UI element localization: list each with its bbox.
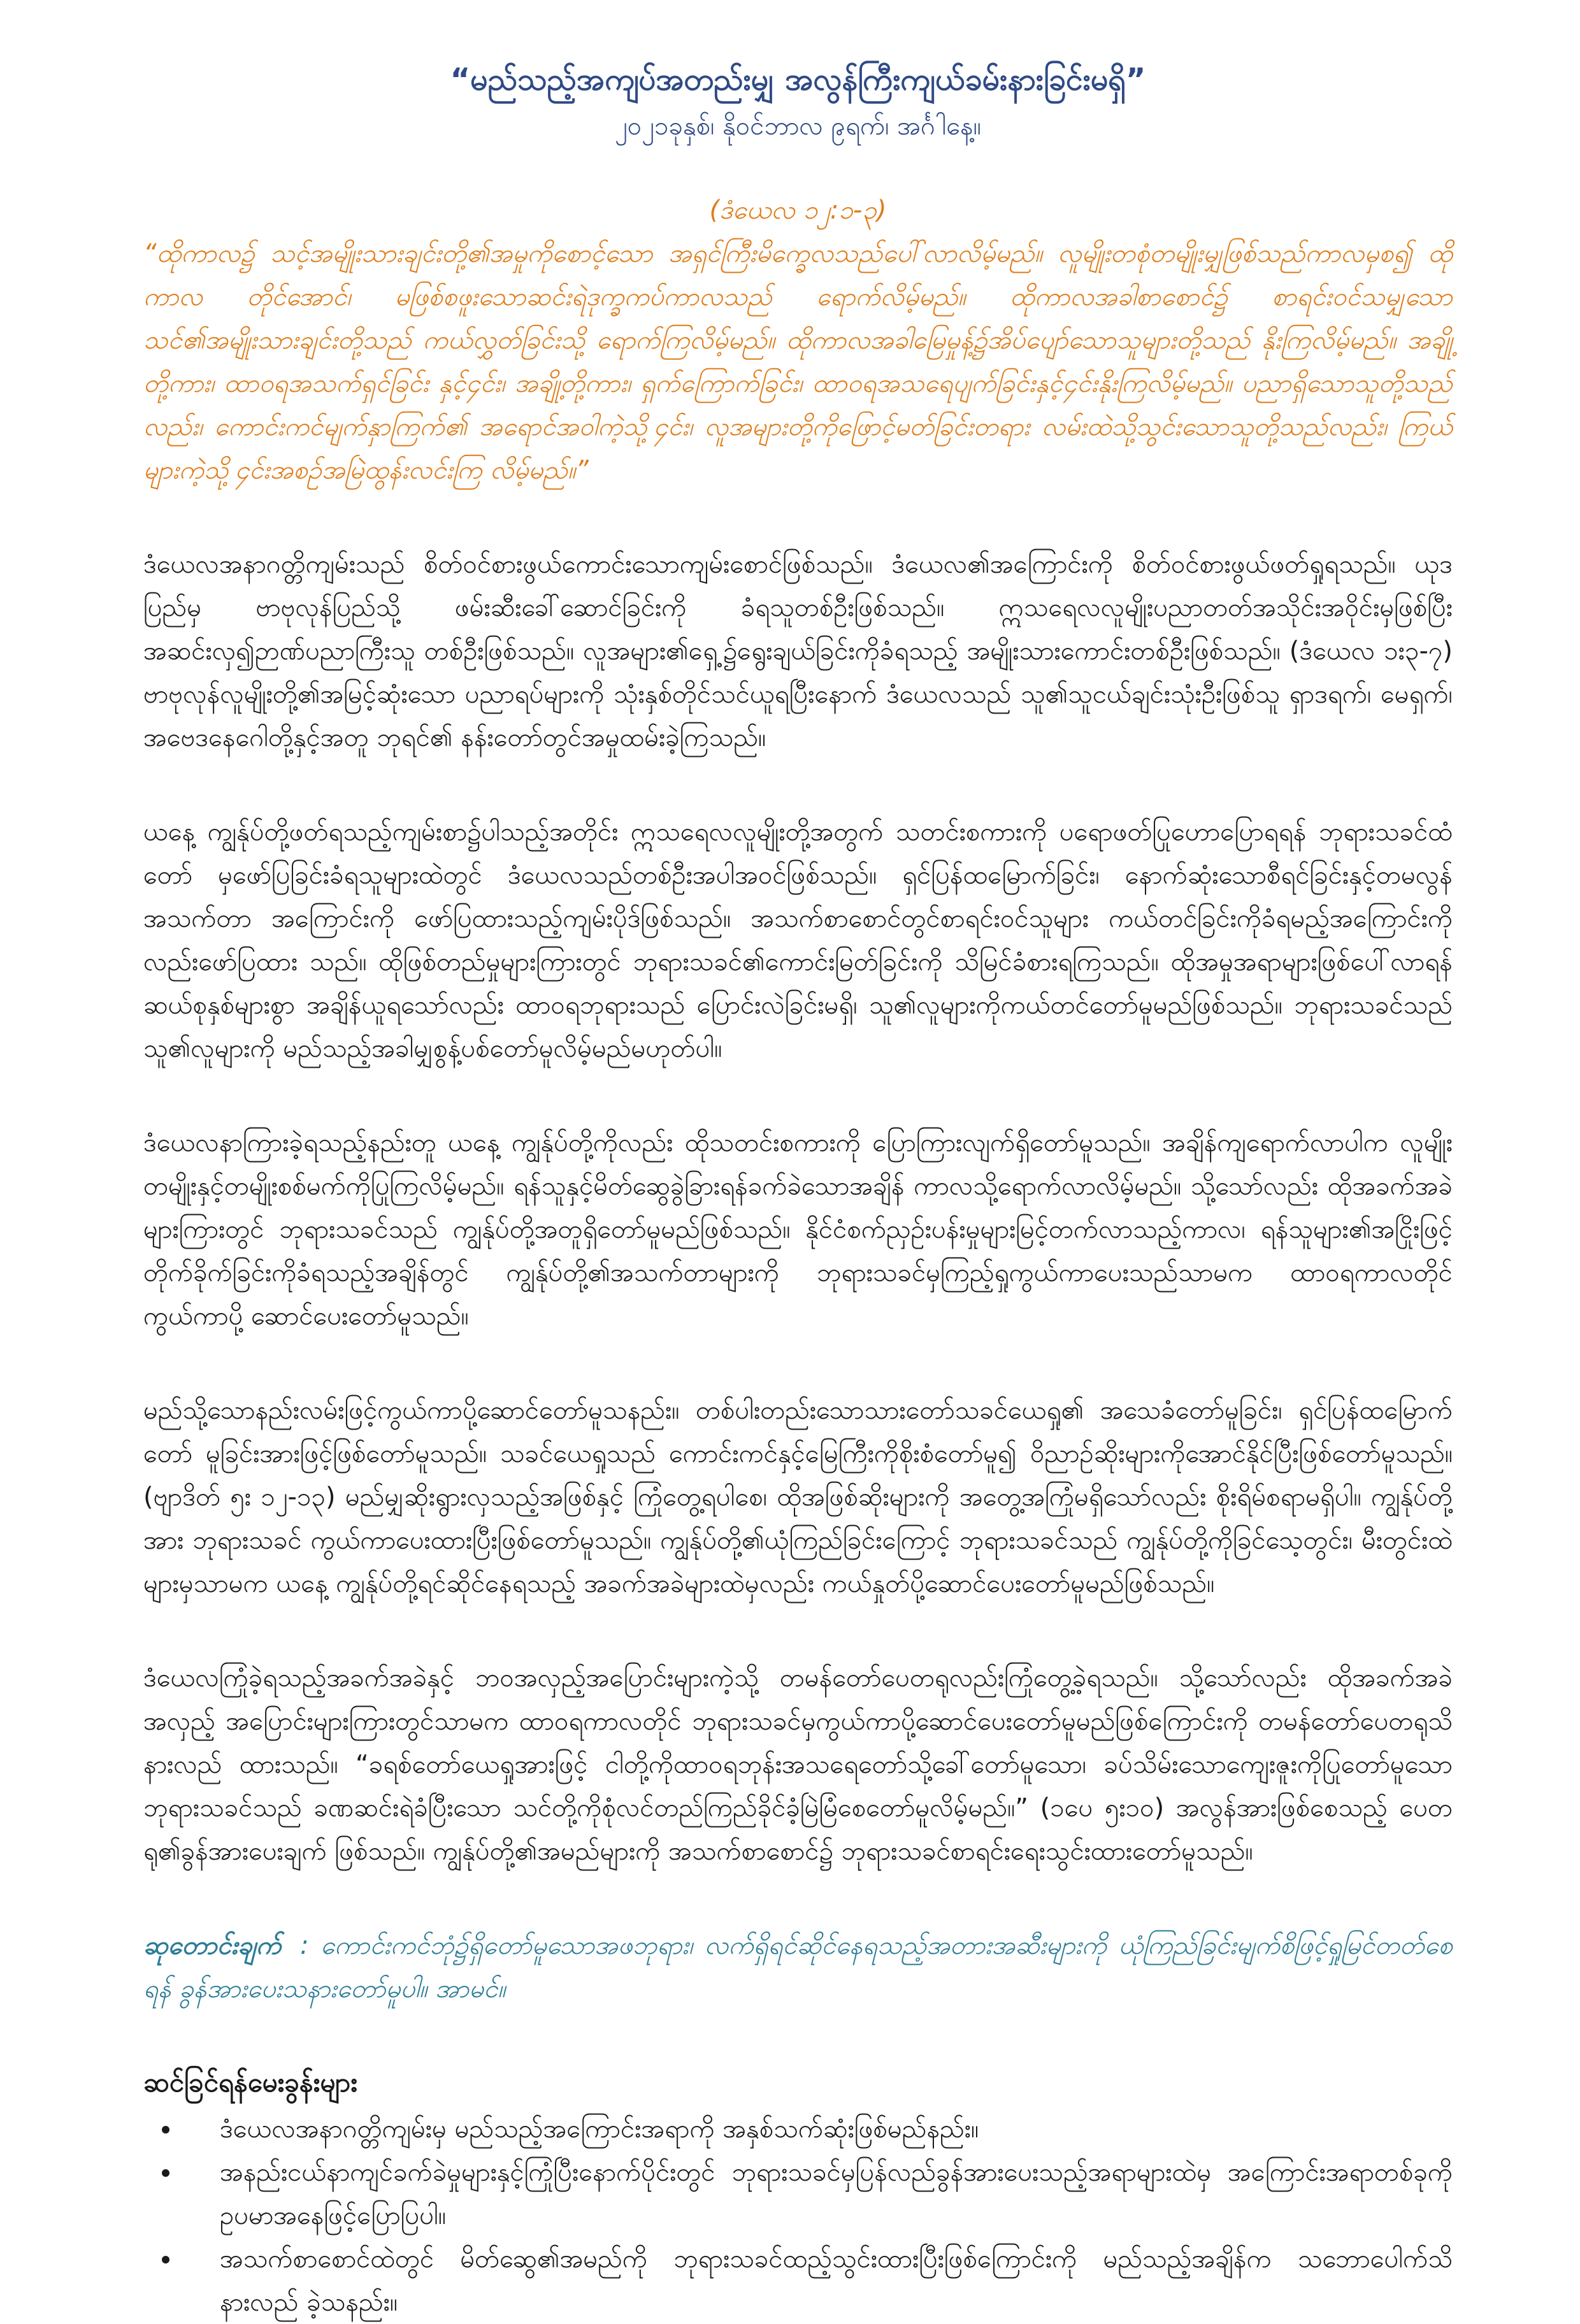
paragraph-3: ဒံယေလနာကြားခဲ့ရသည့်နည်းတူ ယနေ့ ကျွန်ုပ်တို့ကိုလည်း ထိုသတင်းစကားကို ပြောကြားလျက်ရှိတော်မူသည်။ အချိန်ကျရောက်လာပါက လူမျိုး တမျိုးနှင့်တမျိုးစစ်မက်ကိုပြုကြလိမ့်မည်။ ရန်သူနှင့်မိတ်ဆွေခွဲခြားရန်ခက်ခဲသောအချိန် ကာလသို့ရောက်လာလိမ့်မည်။ သို့သော်လည်း ထိုအခက်အခဲ များကြားတွင် ဘုရားသခင်သည် ကျွန်ုပ်တို့အတူရှိတော်မူမည်ဖြစ်သည်။ နိုင်ငံစက်ညှဉ်းပန်းမှုများမြင့်တက်လာသည့်ကာလ၊ ရန်သူများ၏အငြိုးဖြင့် တိုက်ခိုက်ခြင်းကိုခံရသည့်အချိန်တွင် ကျွန်ုပ်တို့၏အသက်တာများကို ဘုရားသခင်မှကြည့်ရှုကွယ်ကာပေးသည်သာမက ထာဝရကာလတိုင် ကွယ်ကာပို့ ဆောင်ပေးတော်မူသည်။: [143, 1128, 1453, 1331]
paragraph-2: ယနေ့ ကျွန်ုပ်တို့ဖတ်ရသည့်ကျမ်းစာ၌ပါသည့်အတိုင်း ဣသရေလလူမျိုးတို့အတွက် သတင်းစကားကို ပရောဖတ်ပြုဟောပြောရရန် ဘုရားသခင်ထံတော် မှဖော်ပြခြင်းခံရသူများထဲတွင် ဒံယေလသည်တစ်ဦးအပါအဝင်ဖြစ်သည်။ ရှင်ပြန်ထမြောက်ခြင်း၊ နောက်ဆုံးသောစီရင်ခြင်းနှင့်တမလွန်အသက်တာ အကြောင်းကို ဖော်ပြထားသည့်ကျမ်းပိုဒ်ဖြစ်သည်။ အသက်စာစောင်တွင်စာရင်းဝင်သူများ ကယ်တင်ခြင်းကိုခံရမည့်အကြောင်းကိုလည်းဖော်ပြထား သည်။ ထိုဖြစ်တည်မှုများကြားတွင် ဘုရားသခင်၏ကောင်းမြတ်ခြင်းကို သိမြင်ခံစားရကြသည်။ ထိုအမှုအရာများဖြစ်ပေါ်လာရန် ဆယ်စုနှစ်များစွာ အချိန်ယူရသော်လည်း ထာဝရဘုရားသည် ပြောင်းလဲခြင်းမရှိ၊ သူ၏လူများကိုကယ်တင်တော်မူမည်ဖြစ်သည်။ ဘုရားသခင်သည် သူ၏လူများကို မည်သည့်အခါမျှစွန့်ပစ်တော်မူလိမ့်မည်မဟုတ်ပါ။: [143, 817, 1453, 1063]
date-line: ၂၀၂၁ခုနှစ်၊ နိုဝင်ဘာလ ၉ရက်၊ အင်္ဂါနေ့။: [615, 111, 981, 141]
paragraph-4: မည်သို့သောနည်းလမ်းဖြင့်ကွယ်ကာပို့ဆောင်တော်မူသနည်း။ တစ်ပါးတည်းသောသားတော်သခင်ယေရှု၏ အသေခံတော်မူခြင်း၊ ရှင်ပြန်ထမြောက်တော် မူခြင်းအားဖြင့်ဖြစ်တော်မူသည်။ သခင်ယေရှုသည် ကောင်းကင်နှင့်မြေကြီးကိုစိုးစံတော်မူ၍ ဝိညာဉ်ဆိုးများကိုအောင်နိုင်ပြီးဖြစ်တော်မူသည်။ (ဗျာဒိတ် ၅း ၁၂-၁၃) မည်မျှဆိုးရွားလှသည့်အဖြစ်နှင့် ကြုံတွေ့ရပါစေ၊ ထိုအဖြစ်ဆိုးများကို အတွေ့အကြုံမရှိသော်လည်း စိုးရိမ်စရာမရှိပါ။ ကျွန်ုပ်တို့အား ဘုရားသခင် ကွယ်ကာပေးထားပြီးဖြစ်တော်မူသည်။ ကျွန်ုပ်တို့၏ယုံကြည်ခြင်းကြောင့် ဘုရားသခင်သည် ကျွန်ုပ်တို့ကိုခြင်သေ့တွင်း၊ မီးတွင်းထဲများမှသာမက ယနေ့ ကျွန်ုပ်တို့ရင်ဆိုင်နေရသည့် အခက်အခဲများထဲမှလည်း ကယ်နှုတ်ပို့ဆောင်ပေးတော်မူမည်ဖြစ်သည်။: [143, 1396, 1453, 1598]
questions-list: [143, 2107, 1453, 2324]
list-item: • ဒံယေလအနာဂတ္တိကျမ်းမှ မည်သည့်အကြောင်းအရာကို အနှစ်သက်ဆုံးဖြစ်မည်နည်း။: [182, 2107, 1453, 2151]
list-item: • အသက်စာစောင်ထဲတွင် မိတ်ဆွေ၏အမည်ကို ဘုရားသခင်ထည့်သွင်းထားပြီးဖြစ်ကြောင်းကို မည်သည့်အချိန်က သဘောပေါက်သိနားလည် ခဲ့သနည်း။: [182, 2237, 1453, 2324]
paragraph-1: ဒံယေလအနာဂတ္တိကျမ်းသည် စိတ်ဝင်စားဖွယ်ကောင်းသောကျမ်းစောင်ဖြစ်သည်။ ဒံယေလ၏အကြောင်းကို စိတ်ဝင်စားဖွယ်ဖတ်ရှုရသည်။ ယုဒပြည်မှ ဗာဗုလုန်ပြည်သို့ ဖမ်းဆီးခေါ်ဆောင်ခြင်းကို ခံရသူတစ်ဦးဖြစ်သည်။ ဣသရေလလူမျိုးပညာတတ်အသိုင်းအဝိုင်းမှဖြစ်ပြီး အဆင်းလှ၍ဉာဏ်ပညာကြီးသူ တစ်ဦးဖြစ်သည်။ လူအများ၏ရှေ့၌ရွေးချယ်ခြင်းကိုခံရသည့် အမျိုးသားကောင်းတစ်ဦးဖြစ်သည်။ (ဒံယေလ ၁း၃-၇) ဗာဗုလုန်လူမျိုးတို့၏အမြင့်ဆုံးသော ပညာရပ်များကို သုံးနှစ်တိုင်သင်ယူရပြီးနောက် ဒံယေလသည် သူ၏သူငယ်ချင်းသုံးဦးဖြစ်သူ ရှာဒရက်၊ မေရှက်၊ အဗေဒနေဂေါတို့နှင့်အတူ ဘုရင်၏ နန်းတော်တွင်အမှုထမ်းခဲ့ကြသည်။: [143, 550, 1453, 752]
prayer-text: : ကောင်းကင်ဘုံ၌ရှိတော်မူသောအဖဘုရား၊ လက်ရှိရင်ဆိုင်နေရသည့်အတားအဆီးများကို ယုံကြည်ခြင်းမျက်စိဖြင့်ရှုမြင်တတ်စေရန် ခွန်အားပေးသနားတော်မူပါ။ အာမင်။: [143, 1931, 1453, 2004]
prayer-block: [143, 1924, 1453, 2011]
questions-heading: ဆင်ခြင်ရန်မေးခွန်းများ: [143, 2067, 357, 2098]
scripture-text: “ထိုကာလ၌ သင့်အမျိုးသားချင်းတို့၏အမှုကိုစောင့်သော အရှင်ကြီးမိက္ခေလသည်ပေါ်လာလိမ့်မည်။ လူမျိုးတစုံတမျိုးမျှဖြစ်သည်ကာလမှစ၍ ထိုကာလ တိုင်အောင်၊ မဖြစ်စဖူးသောဆင်းရဲဒုက္ခကပ်ကာလသည် ရောက်လိမ့်မည်။ ထိုကာလအခါစာစောင်၌ စာရင်းဝင်သမျှသောသင်၏အမျိုးသားချင်းတို့သည် ကယ်လွှတ်ခြင်းသို့ ရောက်ကြလိမ့်မည်။ ထိုကာလအခါမြေမှုန့်၌အိပ်ပျော်သောသူများတို့သည် နိုးကြလိမ့်မည်။ အချို့တို့ကား၊ ထာဝရအသက်ရှင်ခြင်း နှင့်၄င်း၊ အချို့တို့ကား၊ ရှက်ကြောက်ခြင်း၊ ထာဝရအသရေပျက်ခြင်းနှင့်၄င်းနိုးကြလိမ့်မည်။ ပညာရှိသောသူတို့သည်လည်း၊ ကောင်းကင်မျက်နှာကြက်၏ အရောင်အဝါကဲ့သို့၄င်း၊ လူအများတို့ကိုဖြောင့်မတ်ခြင်းတရား လမ်းထဲသို့သွင်းသောသူတို့သည်လည်း၊ ကြယ်များကဲ့သို့၄င်းအစဉ်အမြဲထွန်းလင်းကြ လိမ့်မည်။”: [143, 239, 1453, 485]
prayer-label: ဆုတောင်းချက်: [143, 1931, 282, 1960]
list-item: • အနည်းငယ်နာကျင်ခက်ခဲမှုများနှင့်ကြုံပြီးနောက်ပိုင်းတွင် ဘုရားသခင်မှပြန်လည်ခွန်အားပေးသည့်အရာများထဲမှ အကြောင်းအရာတစ်ခုကို ဥပမာအနေဖြင့်ပြောပြပါ။: [182, 2151, 1453, 2237]
scripture-reference: (ဒံယေလ ၁၂:၁-၃): [709, 196, 887, 225]
paragraph-5: ဒံယေလကြုံခဲ့ရသည့်အခက်အခဲနှင့် ဘဝအလှည့်အပြောင်းများကဲ့သို့ တမန်တော်ပေတရုလည်းကြုံတွေ့ခဲ့ရသည်။ သို့သော်လည်း ထိုအခက်အခဲအလှည့် အပြောင်းများကြားတွင်သာမက ထာဝရကာလတိုင် ဘုရားသခင်မှကွယ်ကာပို့ဆောင်ပေးတော်မူမည်ဖြစ်ကြောင်းကို တမန်တော်ပေတရုသိနားလည် ထားသည်။ “ခရစ်တော်ယေရှုအားဖြင့် ငါတို့ကိုထာဝရဘုန်းအသရေတော်သို့ခေါ်တော်မူသော၊ ခပ်သိမ်းသောကျေးဇူးကိုပြုတော်မူသောဘုရားသခင်သည် ခဏဆင်းရဲခံပြီးသော သင်တို့ကိုစုံလင်တည်ကြည်ခိုင်ခံ့မြဲမြံစေတော်မူလိမ့်မည်။” (၁ပေ ၅း၁၀) အလွန်အားဖြစ်စေသည့် ပေတရု၏ခွန်အားပေးချက် ဖြစ်သည်။ ကျွန်ုပ်တို့၏အမည်များကို အသက်စာစောင်၌ ဘုရားသခင်စာရင်းရေးသွင်းထားတော်မူသည်။: [143, 1663, 1453, 1866]
page-title: “မည်သည့်အကျပ်အတည်းမျှ အလွန်ကြီးကျယ်ခမ်းနားခြင်းမရှိ”: [450, 62, 1146, 97]
